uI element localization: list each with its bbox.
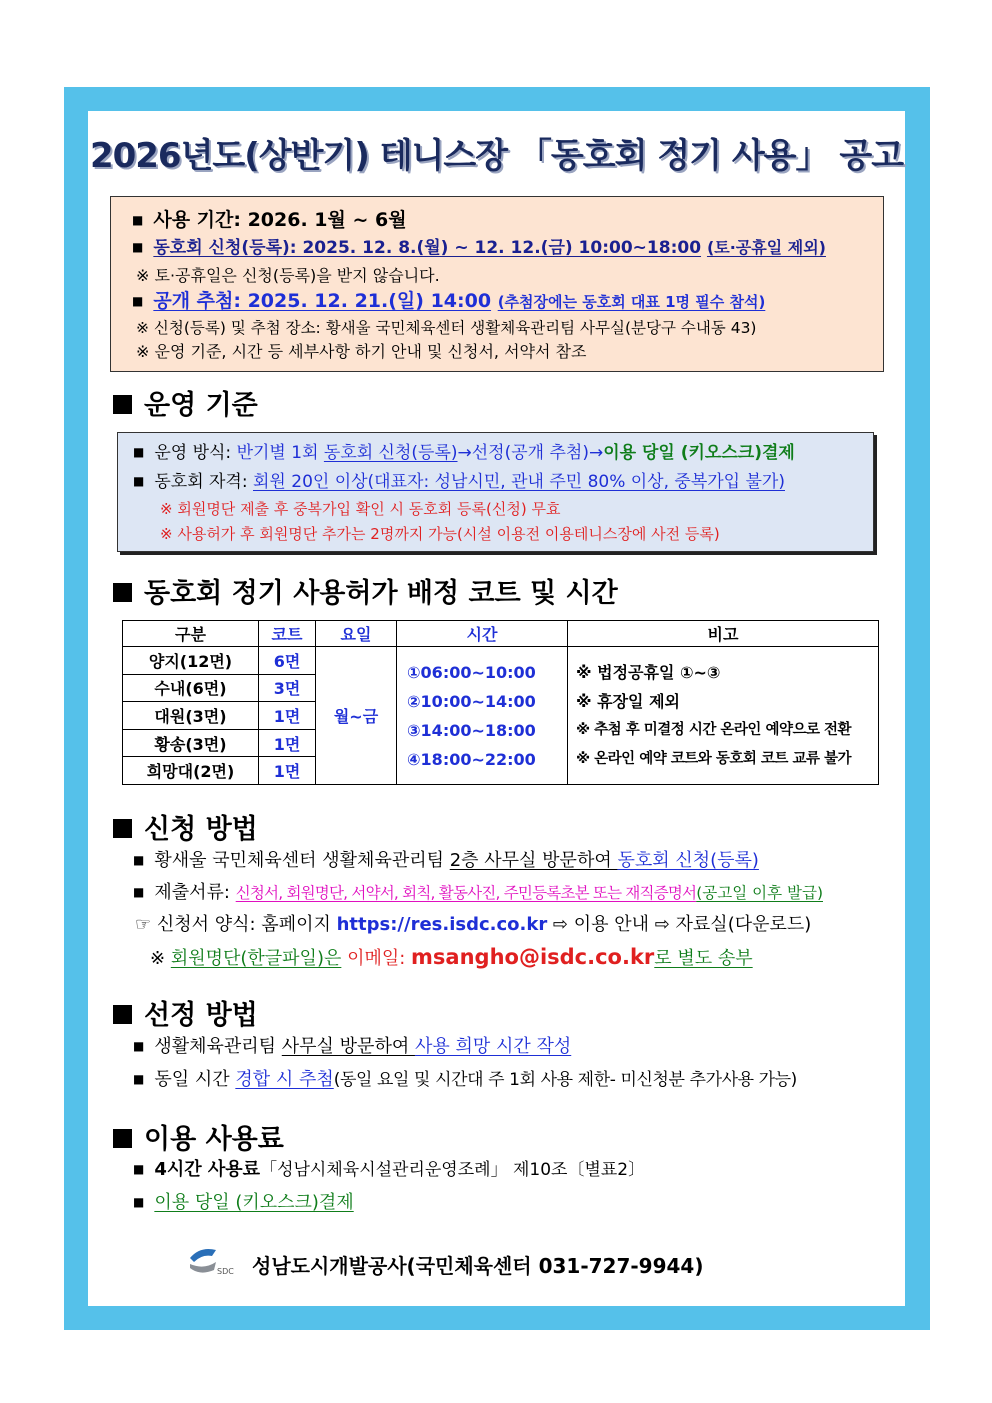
apply-form-link: ☞ 신청서 양식: 홈페이지 https://res.isdc.co.kr ⇨ 이용 안내 ⇨ 자료실(다운로드) <box>135 914 812 935</box>
section-heading-select: 선정 방법 <box>113 993 258 1032</box>
venue-cell: 양지(12면) <box>123 647 259 675</box>
bullet-icon: ■ <box>132 240 144 254</box>
court-cell: 3면 <box>259 674 316 702</box>
svg-text:SDC: SDC <box>217 1267 234 1276</box>
venue-cell: 대원(3면) <box>123 702 259 730</box>
homepage-link[interactable]: https://res.isdc.co.kr <box>336 914 548 935</box>
apply-documents: ■ 제출서류: 신청서, 회원명단, 서약서, 회칙, 활동사진, 주민등록초본 또는 재직증명서(공고일 이후 발급) <box>133 882 823 903</box>
operation-qualification: ■ 동호회 자격: 회원 20인 이상(대표자: 성남시민, 관내 주민 80% 이상, 중복가입 불가) <box>133 472 785 492</box>
bullet-icon: ■ <box>133 474 145 488</box>
apply-step-visit: ■ 황새울 국민체육센터 생활체육관리팀 2층 사무실 방문하여 동호회 신청(등록) <box>133 850 759 871</box>
place-note: ※ 신청(등록) 및 추첨 장소: 황새울 국민체육센터 생활체육관리팀 사무실(분당구 수내동 43) <box>136 319 757 337</box>
bullet-icon: ■ <box>133 445 145 459</box>
table-header: 요일 <box>316 621 397 647</box>
note-item: ※ 온라인 예약 코트와 동호회 코트 교류 불가 <box>576 750 852 767</box>
bullet-icon: ■ <box>133 1072 145 1086</box>
operation-note-duplicate: ※ 회원명단 제출 후 중복가입 확인 시 동호회 등록(신청) 무효 <box>160 500 561 518</box>
table-header: 구분 <box>123 621 259 647</box>
court-cell: 6면 <box>259 647 316 675</box>
holiday-note: ※ 토·공휴일은 신청(등록)을 받지 않습니다. <box>136 266 440 285</box>
heading-square-icon <box>113 1005 132 1024</box>
bullet-icon: ■ <box>133 853 145 867</box>
bullet-icon: ■ <box>132 294 144 308</box>
court-cell: 1면 <box>259 729 316 757</box>
bullet-icon: ■ <box>133 885 145 899</box>
fee-payment: ■ 이용 당일 (키오스크)결제 <box>133 1192 354 1213</box>
court-cell: 1면 <box>259 757 316 785</box>
table-header: 코트 <box>259 621 316 647</box>
table-row <box>123 647 879 675</box>
bullet-icon: ■ <box>132 213 144 227</box>
heading-square-icon <box>113 583 132 602</box>
bullet-icon: ■ <box>133 1195 145 1209</box>
select-step-visit: ■ 생활체육관리팀 사무실 방문하여 사용 희망 시간 작성 <box>133 1036 572 1057</box>
draw-line: ■ 공개 추첨: 2025. 12. 21.(일) 14:00 (추첨장에는 동호회 대표 1명 필수 참석) <box>132 290 766 312</box>
reference-note: ※ 운영 기준, 시간 등 세부사항 하기 안내 및 신청서, 서약서 참조 <box>136 342 587 361</box>
operation-method: ■ 운영 방식: 반기별 1회 동호회 신청(등록)→선정(공개 추첨)→이용 당일 (키오스크)결제 <box>133 443 795 463</box>
section-heading-apply: 신청 방법 <box>113 807 258 846</box>
venue-cell: 수내(6면) <box>123 674 259 702</box>
table-header-row <box>123 621 879 647</box>
select-draw-rule: ■ 동일 시간 경합 시 추첨(동일 요일 및 시간대 주 1회 사용 제한- 미신청분 추가사용 가능) <box>133 1069 797 1090</box>
heading-square-icon <box>113 819 132 838</box>
section-heading-operation: 운영 기준 <box>113 383 258 422</box>
section-heading-schedule: 동호회 정기 사용허가 배정 코트 및 시간 <box>113 571 618 610</box>
bullet-icon: ■ <box>133 1162 145 1176</box>
heading-square-icon <box>113 395 132 414</box>
period-line: ■ 사용 기간: 2026. 1월 ~ 6월 <box>132 209 407 231</box>
court-cell: 1면 <box>259 702 316 730</box>
venue-cell: 황송(3면) <box>123 729 259 757</box>
note-item: ※ 법정공휴일 ①~③ <box>576 662 721 682</box>
bullet-icon: ■ <box>133 1039 145 1053</box>
day-cell: 월~금 <box>316 647 397 785</box>
section-heading-fee: 이용 사용료 <box>113 1117 284 1156</box>
operation-note-addition: ※ 사용허가 후 회원명단 추가는 2명까지 가능(시설 이용전 이용테니스장에 사전 등록) <box>160 525 720 543</box>
venue-cell: 희망대(2면) <box>123 757 259 785</box>
fee-rate: ■ 4시간 사용료「성남시체육시설관리운영조례」 제10조〔별표2〕 <box>133 1159 646 1180</box>
heading-square-icon <box>113 1129 132 1148</box>
sdc-logo-icon <box>186 1244 238 1280</box>
apply-email-note: ※ 회원명단(한글파일)은 이메일: msangho@isdc.co.kr로 별도 송부 <box>150 945 753 969</box>
time-slot: ④18:00~22:00 <box>407 749 536 769</box>
apply-period-line: ■ 동호회 신청(등록): 2025. 12. 8.(월) ~ 12. 12.(금) 10:00~18:00 (토·공휴일 제외) <box>132 238 826 258</box>
note-item: ※ 휴장일 제외 <box>576 691 680 711</box>
note-item: ※ 추첨 후 미결정 시간 온라인 예약으로 전환 <box>576 721 852 738</box>
page-title: 2026년도(상반기) 테니스장 「동호회 정기 사용」 공고 <box>89 136 904 176</box>
notes-cell <box>568 647 879 785</box>
schedule-table <box>122 620 879 785</box>
time-cell <box>397 647 568 785</box>
time-slot: ②10:00~14:00 <box>407 691 536 711</box>
time-slot: ③14:00~18:00 <box>407 720 536 740</box>
table-header: 비고 <box>568 621 879 647</box>
footer-organization: 성남도시개발공사(국민체육센터 031-727-9944) <box>252 1254 704 1278</box>
table-header: 시간 <box>397 621 568 647</box>
email-link[interactable]: msangho@isdc.co.kr <box>411 945 655 969</box>
time-slot: ①06:00~10:00 <box>407 662 536 682</box>
